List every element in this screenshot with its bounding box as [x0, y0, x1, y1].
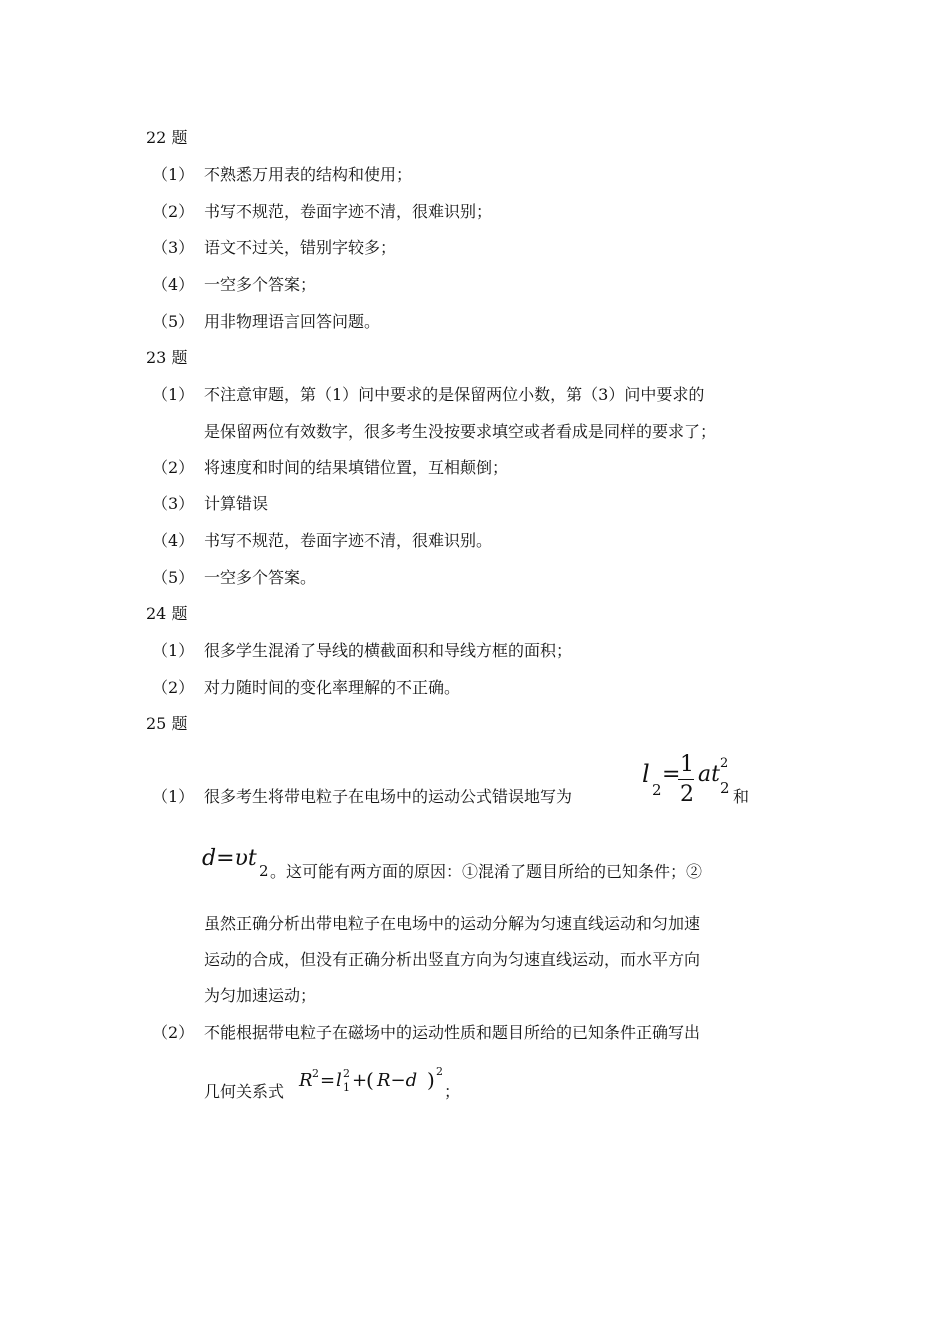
item-text: 很多考生将带电粒子在电场中的运动公式错误地写为 [204, 787, 573, 806]
item-number: （2） [152, 202, 195, 221]
item-text-semicolon: ； [444, 1082, 461, 1101]
formula-paren-open: ( [366, 1068, 374, 1092]
item-text: 计算错误 [204, 494, 269, 513]
item-text-and: 和 [733, 787, 750, 806]
item-text: 用非物理语言回答问题。 [204, 312, 381, 331]
item-number: （3） [152, 494, 195, 513]
item-text: 不注意审题，第（1）问中要求的是保留两位小数，第（3）问中要求的 [204, 385, 705, 404]
item-text: 对力随时间的变化率理解的不正确。 [204, 678, 461, 697]
formula-l-subscript: 2 [652, 781, 662, 799]
item-number: （5） [152, 568, 195, 587]
item-text-continued: 虽然正确分析出带电粒子在电场中的运动分解为匀速直线运动和匀加速 [204, 914, 701, 933]
item-text: 很多学生混淆了导线的横截面积和导线方框的面积； [204, 641, 573, 660]
section-heading-24: 24 题 [146, 604, 188, 623]
item-text-continued: 运动的合成，但没有正确分析出竖直方向为匀速直线运动，而水平方向 [204, 950, 701, 969]
item-text: 一空多个答案。 [204, 568, 317, 587]
item-number: （2） [152, 1023, 195, 1042]
item-text: 语文不过关，错别字较多； [204, 238, 397, 257]
item-number: （1） [152, 165, 195, 184]
item-text-continued: 是保留两位有效数字，很多考生没按要求填空或者看成是同样的要求了； [204, 422, 717, 441]
item-text: 书写不规范，卷面字迹不清，很难识别； [204, 202, 493, 221]
item-text-continued: 为匀加速运动； [204, 986, 317, 1005]
item-text: 。这可能有两方面的原因：①混淆了题目所给的已知条件；② [270, 862, 703, 881]
formula-displacement [640, 752, 736, 812]
formula-l: l [336, 1070, 342, 1091]
item-number: （3） [152, 238, 195, 257]
formula-at: at [698, 762, 720, 787]
item-number: （4） [152, 531, 195, 550]
formula-l: l [642, 760, 650, 788]
formula-subscript: 2 [720, 779, 730, 797]
section-heading-22: 22 题 [146, 128, 188, 147]
formula-equals: = [320, 1070, 336, 1091]
formula-subscript: 1 [343, 1081, 350, 1094]
item-number: （2） [152, 458, 195, 477]
item-number: （1） [152, 385, 195, 404]
formula-superscript: 2 [720, 756, 729, 771]
section-heading-25: 25 题 [146, 714, 188, 733]
item-text: 不能根据带电粒子在磁场中的运动性质和题目所给的已知条件正确写出 [204, 1023, 701, 1042]
formula-numerator: 1 [680, 752, 694, 777]
formula-superscript: 2 [312, 1067, 319, 1080]
formula-plus: + [352, 1070, 368, 1091]
formula-paren-close: ) [427, 1068, 435, 1092]
item-text: 不熟悉万用表的结构和使用； [204, 165, 413, 184]
formula-equals: = [662, 762, 681, 787]
formula-superscript: 2 [343, 1067, 350, 1080]
formula-denominator: 2 [680, 782, 694, 807]
formula-inner: R−d [377, 1070, 418, 1091]
formula-superscript: 2 [436, 1065, 443, 1078]
item-number: （2） [152, 678, 195, 697]
item-text: 一空多个答案； [204, 275, 317, 294]
formula-R: R [299, 1070, 313, 1091]
item-number: （4） [152, 275, 195, 294]
item-text: 将速度和时间的结果填错位置，互相颠倒； [204, 458, 509, 477]
formula-d-v-t: d=υt [202, 846, 257, 871]
section-heading-23: 23 题 [146, 348, 188, 367]
item-text: 几何关系式 [204, 1082, 285, 1101]
formula-geometry [299, 1066, 459, 1100]
fraction-bar [678, 779, 694, 780]
formula-subscript: 2 [259, 862, 269, 880]
item-number: （5） [152, 312, 195, 331]
item-number: （1） [152, 641, 195, 660]
item-number: （1） [152, 787, 195, 806]
item-text: 书写不规范，卷面字迹不清，很难识别。 [204, 531, 493, 550]
